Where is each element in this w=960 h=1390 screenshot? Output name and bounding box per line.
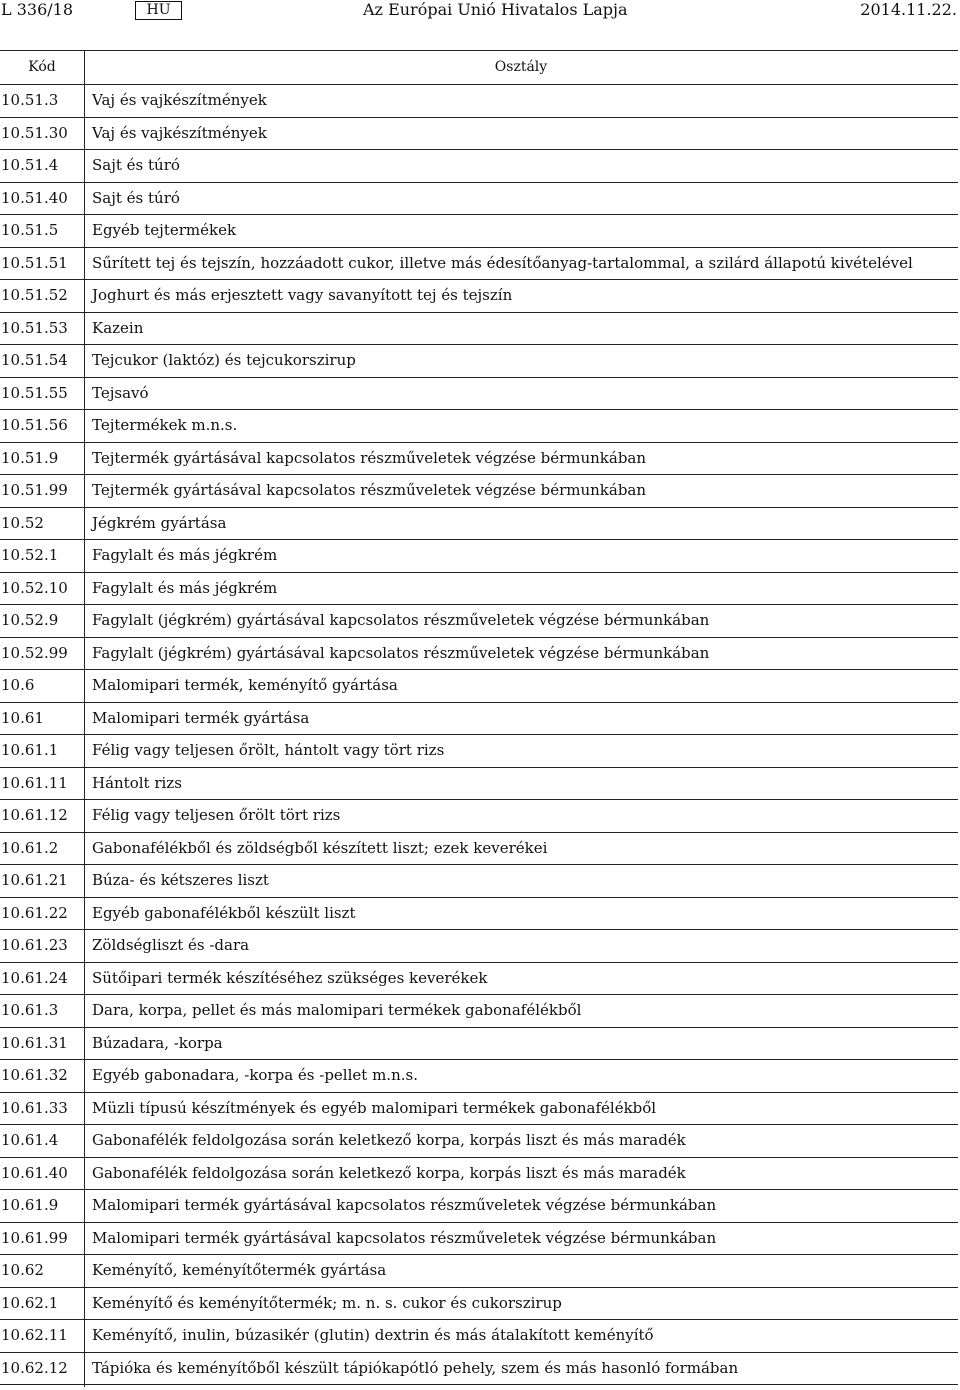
row-code: 10.51.3 <box>1 91 59 109</box>
row-class-label: Egyéb gabonafélékből készült liszt <box>92 903 356 922</box>
row-code: 10.61.21 <box>1 871 68 889</box>
row-class-label: Joghurt és más erjesztett vagy savanyított tej és tejszín <box>92 286 513 304</box>
row-class-label: Búzadara, -korpa <box>92 1033 223 1052</box>
row-code: 10.51.9 <box>1 448 59 467</box>
row-code: 10.61.23 <box>1 936 68 954</box>
table-row <box>0 540 958 573</box>
table-row <box>0 963 958 996</box>
row-code: 10.62.11 <box>1 1326 68 1344</box>
table-row <box>0 1223 958 1256</box>
row-class-label: Félig vagy teljesen őrölt tört rizs <box>92 806 341 824</box>
language-badge: HU <box>135 1 182 20</box>
row-code: 10.51.30 <box>1 123 68 142</box>
table-row <box>0 898 958 931</box>
row-class-label: Vaj és vajkészítmények <box>92 123 267 142</box>
row-code: 10.61.40 <box>1 1163 68 1182</box>
table-row <box>0 85 958 118</box>
row-class-label: Vaj és vajkészítmények <box>92 91 267 109</box>
row-code: 10.62.12 <box>1 1358 68 1377</box>
table-row <box>0 248 958 281</box>
table-row <box>0 930 958 963</box>
table-row <box>0 735 958 768</box>
table-row <box>0 1190 958 1223</box>
table-row <box>0 215 958 248</box>
row-code: 10.61.99 <box>1 1228 68 1247</box>
row-class-label: Tejsavó <box>92 383 149 402</box>
publication-title: Az Európai Unió Hivatalos Lapja <box>363 0 628 19</box>
table-row <box>0 1060 958 1093</box>
table-header <box>0 51 958 85</box>
row-class-label: Keményítő és keményítőtermék; m. n. s. cukor és cukorszirup <box>92 1293 562 1312</box>
row-code: 10.61.12 <box>1 806 68 824</box>
row-code: 10.61 <box>1 708 44 727</box>
row-class-label: Fagylalt (jégkrém) gyártásával kapcsolatos részműveletek végzése bérmunkában <box>92 643 710 662</box>
row-class-label: Fagylalt (jégkrém) gyártásával kapcsolatos részműveletek végzése bérmunkában <box>92 611 710 629</box>
table-row <box>0 150 958 183</box>
row-class-label: Tápióka és keményítőből készült tápiókapótló pehely, szem és más hasonló formában <box>92 1358 739 1377</box>
row-class-label: Búza- és kétszeres liszt <box>92 871 269 889</box>
row-class-label: Keményítő, inulin, búzasikér (glutin) dextrin és más átalakított keményítő <box>92 1326 654 1344</box>
table-row <box>0 833 958 866</box>
row-class-label: Kazein <box>92 318 144 337</box>
row-code: 10.51.5 <box>1 221 59 239</box>
table-row <box>0 1093 958 1126</box>
row-class-label: Tejtermék gyártásával kapcsolatos részműveletek végzése bérmunkában <box>92 481 647 499</box>
table-row <box>0 800 958 833</box>
row-code: 10.62 <box>1 1261 44 1279</box>
table-row <box>0 865 958 898</box>
publication-date: 2014.11.22. <box>860 0 957 19</box>
table-row <box>0 995 958 1028</box>
row-code: 10.61.1 <box>1 741 59 759</box>
row-class-label: Egyéb tejtermékek <box>92 221 237 239</box>
table-row <box>0 183 958 216</box>
row-class-label: Gabonafélék feldolgozása során keletkező korpa, korpás liszt és más maradék <box>92 1163 686 1182</box>
row-class-label: Sütőipari termék készítéséhez szükséges keverékek <box>92 968 488 987</box>
row-code: 10.52.9 <box>1 611 59 629</box>
row-class-label: Tejtermék gyártásával kapcsolatos részműveletek végzése bérmunkában <box>92 448 647 467</box>
row-class-label: Dara, korpa, pellet és más malomipari termékek gabonafélékből <box>92 1001 582 1019</box>
row-class-label: Fagylalt és más jégkrém <box>92 546 278 564</box>
table-row <box>0 1255 958 1288</box>
table-row <box>0 1158 958 1191</box>
row-code: 10.52.1 <box>1 546 59 564</box>
row-class-label: Sajt és túró <box>92 156 180 174</box>
table-row <box>0 280 958 313</box>
row-code: 10.61.33 <box>1 1098 68 1117</box>
row-code: 10.51.4 <box>1 156 59 174</box>
table-row <box>0 443 958 476</box>
table-row <box>0 1320 958 1353</box>
table-row <box>0 703 958 736</box>
row-code: 10.6 <box>1 676 35 694</box>
row-code: 10.61.24 <box>1 968 68 987</box>
table-body <box>0 85 958 1385</box>
table-row <box>0 1353 958 1386</box>
row-class-label: Zöldségliszt és -dara <box>92 936 250 954</box>
table-row <box>0 508 958 541</box>
row-code: 10.51.51 <box>1 253 68 272</box>
row-code: 10.52.99 <box>1 643 68 662</box>
row-code: 10.61.4 <box>1 1131 59 1149</box>
row-code: 10.62.1 <box>1 1293 59 1312</box>
row-class-label: Malomipari termék gyártásával kapcsolatos részműveletek végzése bérmunkában <box>92 1228 717 1247</box>
row-code: 10.51.99 <box>1 481 68 499</box>
table-row <box>0 605 958 638</box>
column-header-code: Kód <box>28 59 56 75</box>
row-class-label: Malomipari termék gyártása <box>92 708 310 727</box>
row-class-label: Félig vagy teljesen őrölt, hántolt vagy tört rizs <box>92 741 445 759</box>
table-row <box>0 768 958 801</box>
row-class-label: Fagylalt és más jégkrém <box>92 578 278 597</box>
table-row <box>0 313 958 346</box>
row-code: 10.61.3 <box>1 1001 59 1019</box>
table-row <box>0 410 958 443</box>
table-row <box>0 638 958 671</box>
row-code: 10.51.56 <box>1 416 68 434</box>
row-code: 10.51.54 <box>1 351 68 369</box>
table-row <box>0 1028 958 1061</box>
row-code: 10.52 <box>1 513 44 532</box>
row-class-label: Sajt és túró <box>92 188 180 207</box>
page-header <box>0 0 960 22</box>
row-class-label: Gabonafélékből és zöldségből készített liszt; ezek keverékei <box>92 838 548 857</box>
row-code: 10.61.32 <box>1 1066 68 1084</box>
row-class-label: Egyéb gabonadara, -korpa és -pellet m.n.s. <box>92 1066 418 1084</box>
row-class-label: Jégkrém gyártása <box>92 513 227 532</box>
row-code: 10.51.55 <box>1 383 68 402</box>
row-code: 10.61.31 <box>1 1033 68 1052</box>
row-class-label: Malomipari termék gyártásával kapcsolatos részműveletek végzése bérmunkában <box>92 1196 717 1214</box>
row-code: 10.61.2 <box>1 838 59 857</box>
row-code: 10.52.10 <box>1 578 68 597</box>
row-class-label: Tejcukor (laktóz) és tejcukorszirup <box>92 351 356 369</box>
row-class-label: Gabonafélék feldolgozása során keletkező korpa, korpás liszt és más maradék <box>92 1131 686 1149</box>
table-row <box>0 345 958 378</box>
row-code: 10.51.40 <box>1 188 68 207</box>
row-code: 10.61.22 <box>1 903 68 922</box>
table-row <box>0 1288 958 1321</box>
row-class-label: Hántolt rizs <box>92 773 182 792</box>
table-row <box>0 1125 958 1158</box>
row-class-label: Müzli típusú készítmények és egyéb malomipari termékek gabonafélékből <box>92 1098 657 1117</box>
row-code: 10.51.53 <box>1 318 68 337</box>
table-row <box>0 378 958 411</box>
column-header-class: Osztály <box>494 59 548 75</box>
page-reference: L 336/18 <box>1 0 73 19</box>
table-row <box>0 118 958 151</box>
row-class-label: Keményítő, keményítőtermék gyártása <box>92 1261 387 1279</box>
row-code: 10.51.52 <box>1 286 68 304</box>
row-class-label: Sűrített tej és tejszín, hozzáadott cukor, illetve más édesítőanyag-tartalommal, a szilárd állapotú kivételével <box>92 253 913 272</box>
row-class-label: Malomipari termék, keményítő gyártása <box>92 676 398 694</box>
table-row <box>0 573 958 606</box>
row-class-label: Tejtermékek m.n.s. <box>92 416 238 434</box>
table-row <box>0 670 958 703</box>
row-code: 10.61.11 <box>1 773 68 792</box>
row-code: 10.61.9 <box>1 1196 59 1214</box>
table-row <box>0 475 958 508</box>
